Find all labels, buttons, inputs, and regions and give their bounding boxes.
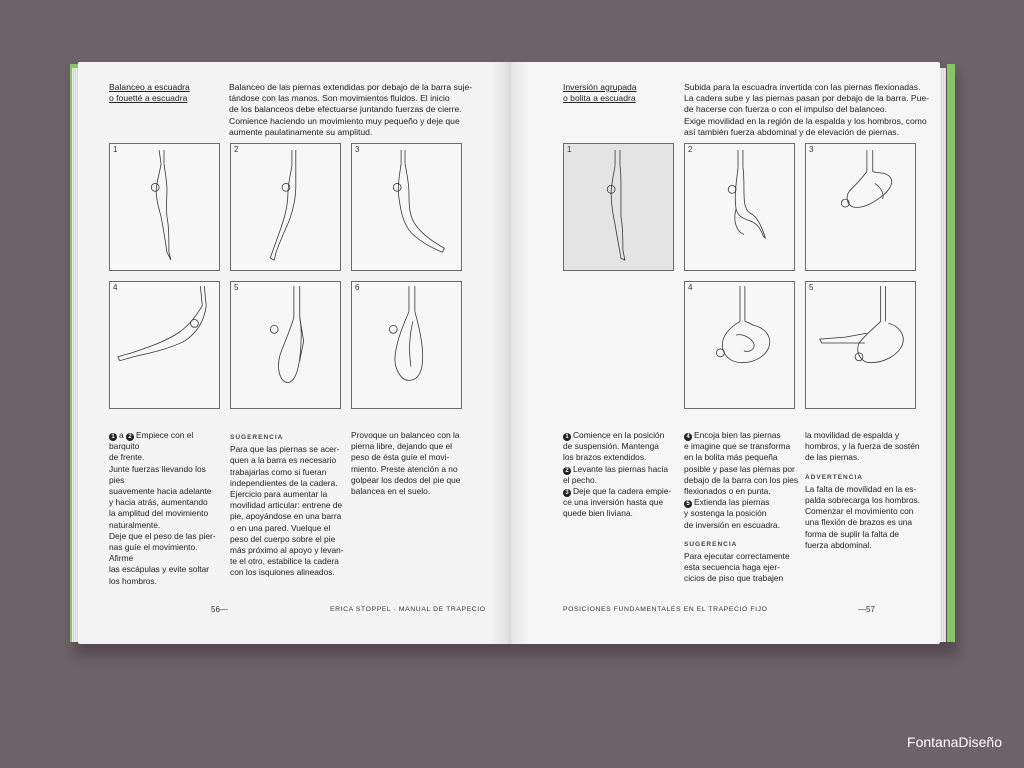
text-line: palda sobrecarga los hombros. bbox=[805, 495, 920, 506]
text-line: balancea en el suelo. bbox=[351, 486, 431, 497]
text-line: debajo de la barra con los pies bbox=[684, 474, 799, 485]
intro-line: La cadera sube y las piernas pasan por debajo de la barra. Pue- bbox=[684, 93, 930, 104]
text-line: los brazos extendidos. bbox=[563, 452, 647, 463]
frame-number: 3 bbox=[355, 145, 360, 154]
step-line: 5 Extienda las piernas bbox=[684, 497, 799, 508]
intro-line: de los balanceos debe efectuarse juntando fuerzas de cierre. bbox=[229, 104, 462, 115]
text-line: de frente. bbox=[109, 452, 145, 463]
frame-number: 5 bbox=[234, 283, 239, 292]
title-line: o fouetté a escuadra bbox=[109, 93, 188, 103]
text-line: Ejercicio para aumentar la bbox=[230, 489, 328, 500]
page-number: —57 bbox=[858, 605, 875, 614]
text-line: peso de ésta guíe el movi- bbox=[351, 452, 450, 463]
text-line: de suspensión. Mantenga bbox=[563, 441, 659, 452]
intro-line: tándose con las manos. Son movimientos fluidos. El inicio bbox=[229, 93, 450, 104]
intro-line: aumente paulatinamente su amplitud. bbox=[229, 126, 373, 137]
step-line: 3 Deje que la cadera empie- bbox=[563, 486, 675, 497]
text-line: posible y pase las piernas por bbox=[684, 463, 795, 474]
running-footer: POSICIONES FUNDAMENTALES EN EL TRAPECIO FIJO bbox=[563, 606, 768, 613]
text-line: o en una pared. Vuelque el bbox=[230, 522, 331, 533]
right-cover-edge bbox=[947, 64, 955, 642]
figure-legs-up bbox=[231, 282, 340, 408]
title-line: Balanceo a escuadra bbox=[109, 82, 190, 92]
right-column-3 bbox=[805, 430, 920, 551]
text-line: en la bolita más pequeña bbox=[684, 452, 778, 463]
text-line: de inversión en escuadra. bbox=[684, 519, 780, 530]
illustration-frame bbox=[351, 281, 462, 409]
text-line: pierna libre, dejando que el bbox=[351, 441, 453, 452]
step-marker-icon: 1 bbox=[563, 433, 571, 441]
step-marker-icon: 1 bbox=[109, 433, 117, 441]
text-line: los hombros. bbox=[109, 575, 157, 586]
text-line: la amplitud del movimiento bbox=[109, 508, 209, 519]
frame-number: 1 bbox=[113, 145, 118, 154]
illustration-frame bbox=[805, 281, 916, 409]
intro-line: así también fuerza abdominal y de elevación de piernas. bbox=[684, 126, 899, 137]
suggestion-label: SUGERENCIA bbox=[230, 434, 284, 441]
intro-line: de hacerse con fuerza o con el impulso del balanceo. bbox=[684, 104, 888, 115]
text-line: miento. Preste atención a no bbox=[351, 463, 458, 474]
warning-label: ADVERTENCIA bbox=[805, 473, 863, 481]
open-book bbox=[70, 62, 955, 647]
text-line: quede bien liviana. bbox=[563, 508, 633, 519]
text-line: independientes de la cadera. bbox=[230, 477, 338, 488]
text-line: La falta de movilidad en la es- bbox=[805, 483, 917, 494]
text-line: forma de suplir la falta de bbox=[805, 528, 900, 539]
text-line: golpear los dedos del pie que bbox=[351, 474, 461, 485]
step-marker-icon: 2 bbox=[563, 467, 571, 475]
step-marker-icon: 5 bbox=[684, 500, 692, 508]
intro-line: Balanceo de las piernas extendidas por debajo de la barra suje- bbox=[229, 82, 473, 92]
text-line: cicios de piso que trabajen bbox=[684, 573, 784, 584]
text-line: pie, apoyándose en una barra bbox=[230, 511, 342, 522]
left-column-3 bbox=[351, 430, 466, 497]
right-section-title bbox=[563, 82, 637, 104]
text-line: las escápulas y evite soltar bbox=[109, 564, 210, 575]
left-page bbox=[78, 62, 510, 644]
text-line: movilidad articular: entrene de bbox=[230, 500, 343, 511]
illustration-frame bbox=[351, 143, 462, 271]
text-line: Para ejecutar correctamente bbox=[684, 551, 790, 562]
step-marker-icon: 3 bbox=[563, 489, 571, 497]
text-line: Provoque un balanceo con la bbox=[351, 430, 460, 440]
illustration-frame bbox=[563, 143, 674, 271]
text-line: Para que las piernas se acer- bbox=[230, 444, 340, 455]
right-column-2 bbox=[684, 430, 799, 585]
figure-bolita bbox=[685, 282, 794, 408]
frame-number: 2 bbox=[688, 145, 693, 154]
suggestion-label: SUGERENCIA bbox=[684, 540, 738, 548]
figure-hanging-straight bbox=[110, 144, 219, 270]
text-line: y sostenga la posición bbox=[684, 508, 767, 519]
text-line: te el otro, estabilice la cadera bbox=[230, 556, 339, 567]
text-line: flexionados o en punta. bbox=[684, 486, 771, 497]
illustration-frame bbox=[230, 281, 341, 409]
figure-knees-up bbox=[685, 144, 794, 270]
illustration-frame bbox=[109, 143, 220, 271]
text-line: e imagine que se transforma bbox=[684, 441, 791, 452]
text-line: naturalmente. bbox=[109, 519, 161, 530]
text-line: ce una inversión hasta que bbox=[563, 497, 664, 508]
illustration-frame bbox=[805, 143, 916, 271]
figure-tuck-inverting bbox=[806, 144, 915, 270]
right-page bbox=[510, 62, 940, 644]
text-line: hombros, y la fuerza de sostén bbox=[805, 441, 920, 452]
text-line: de las piernas. bbox=[805, 452, 860, 463]
illustration-frame bbox=[109, 281, 220, 409]
frame-number: 6 bbox=[355, 283, 360, 292]
intro-line: Subida para la escuadra invertida con las piernas flexionadas. bbox=[684, 82, 921, 92]
step-line: 4 Encoja bien las piernas bbox=[684, 430, 799, 441]
frame-number: 4 bbox=[113, 283, 118, 292]
frame-number: 1 bbox=[567, 145, 572, 154]
figure-hanging-straight bbox=[564, 144, 673, 270]
figure-inverted-pike bbox=[806, 282, 915, 408]
text-line: esta secuencia haga ejer- bbox=[684, 562, 780, 573]
intro-line: Exige movilidad en la región de la espalda y los hombros, como bbox=[684, 115, 927, 126]
watermark-logo: FontanaDiseño bbox=[907, 734, 1002, 750]
page-number: 56— bbox=[211, 605, 228, 614]
figure-swing-start bbox=[231, 144, 340, 270]
illustration-frame bbox=[230, 143, 341, 271]
step-marker-icon: 2 bbox=[126, 433, 134, 441]
text-line: y hacia atrás, aumentando bbox=[109, 497, 208, 508]
text-line: Junte fuerzas llevando los pies bbox=[109, 463, 206, 485]
text-line: Deje que el peso de las pier- bbox=[109, 530, 216, 541]
running-footer: ERICA STOPPEL · MANUAL DE TRAPECIO bbox=[330, 606, 486, 613]
left-column-1 bbox=[109, 430, 221, 587]
figure-horizontal-swing bbox=[110, 282, 219, 408]
text-line: Comenzar el movimiento con bbox=[805, 506, 914, 517]
text-line: peso del cuerpo sobre el pie bbox=[230, 533, 336, 544]
intro-line: Comience haciendo un movimiento muy pequeño y deje que bbox=[229, 115, 460, 126]
left-section-title bbox=[109, 82, 190, 104]
step-marker-icon: 4 bbox=[684, 433, 692, 441]
step-line: 1 a 2 Empiece con el barquito bbox=[109, 430, 194, 452]
text-line: quen a la barra es necesario bbox=[230, 455, 337, 466]
frame-number: 4 bbox=[688, 283, 693, 292]
left-intro bbox=[229, 82, 472, 138]
frame-number: 3 bbox=[809, 145, 814, 154]
right-intro bbox=[684, 82, 929, 138]
figure-pike-closed bbox=[352, 282, 461, 408]
text-line: la movilidad de espalda y bbox=[805, 430, 900, 440]
text-line: una flexión de brazos es una bbox=[805, 517, 913, 528]
illustration-frame bbox=[684, 143, 795, 271]
frame-number: 2 bbox=[234, 145, 239, 154]
figure-swing-back bbox=[352, 144, 461, 270]
text-line: el pecho. bbox=[563, 474, 597, 485]
text-line: nas guíe el movimiento. Afirme bbox=[109, 542, 198, 564]
text-line: más próximo al apoyo y levan- bbox=[230, 545, 344, 556]
text-line: trabajarlas como si fueran bbox=[230, 466, 327, 477]
right-column-1 bbox=[563, 430, 675, 520]
step-line: 1 Comience en la posición bbox=[563, 430, 675, 441]
step-line: 2 Levante las piernas hacia bbox=[563, 464, 675, 475]
text-line: fuerza abdominal. bbox=[805, 539, 872, 550]
frame-number: 5 bbox=[809, 283, 814, 292]
text-line: con los isquiones alineados. bbox=[230, 567, 335, 578]
title-line: Inversión agrupada bbox=[563, 82, 637, 92]
text-line: suavemente hacia adelante bbox=[109, 486, 212, 497]
left-column-2 bbox=[230, 432, 345, 579]
illustration-frame bbox=[684, 281, 795, 409]
title-line: o bolita a escuadra bbox=[563, 93, 636, 103]
